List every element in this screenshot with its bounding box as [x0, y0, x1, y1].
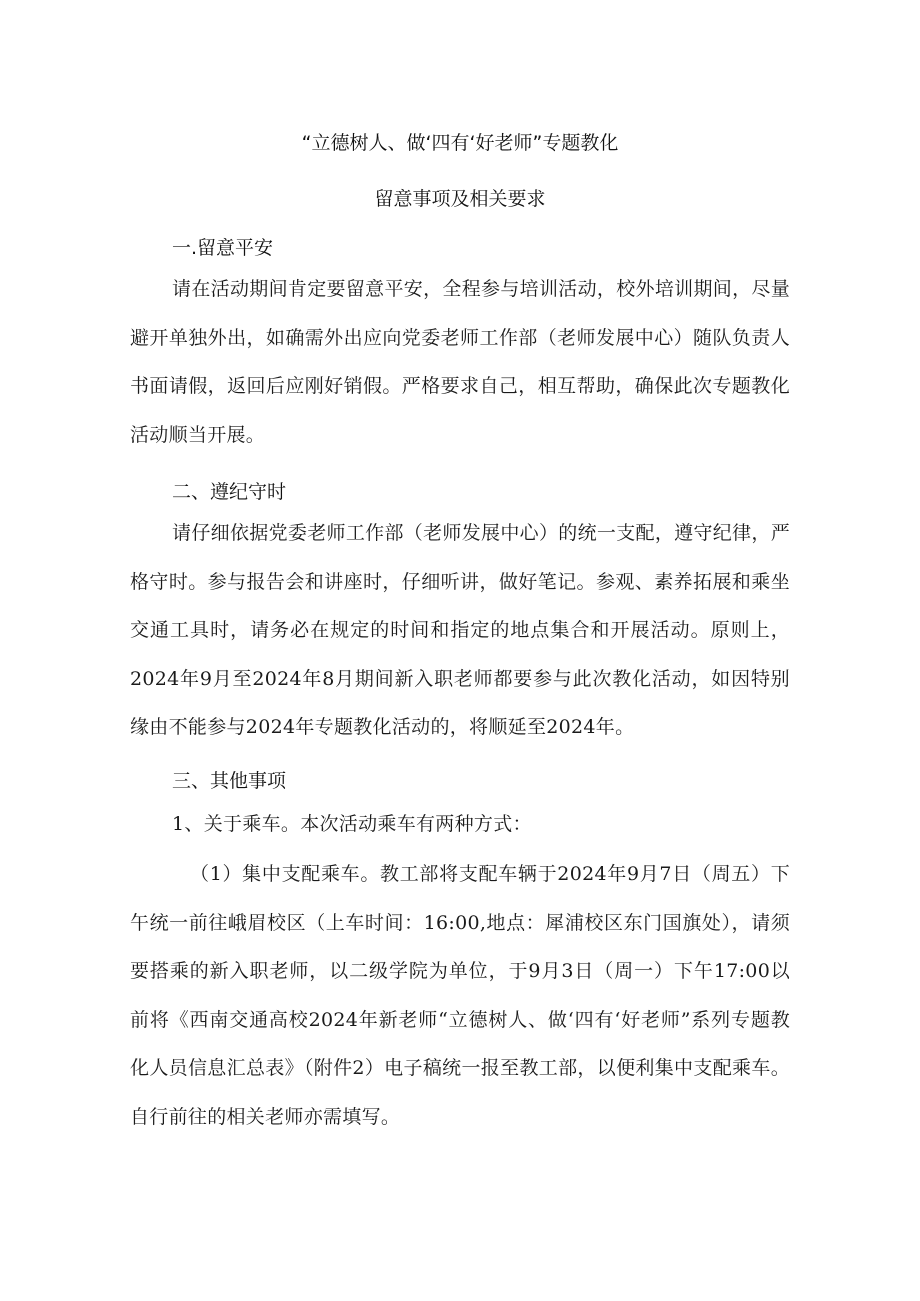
- paragraph-safety: 请在活动期间肯定要留意平安，全程参与培训活动，校外培训期间，尽量避开单独外出，如确需外出应向党委老师工作部（老师发展中心）随队负责人书面请假，返回后应刚好销假。严格要求自己，相互帮助，确保此次专题教化活动顺当开展。: [130, 278, 790, 446]
- document-title-line2: 留意事项及相关要求: [374, 188, 546, 210]
- paragraph-transport-intro: 1、关于乘车。本次活动乘车有两种方式：: [172, 813, 532, 835]
- document-title-line1: “立德树人、做‘四有‘好老师”专题教化: [301, 132, 619, 154]
- section-heading-safety: 一.留意平安: [172, 237, 274, 259]
- paragraph-discipline: 请仔细依据党委老师工作部（老师发展中心）的统一支配，遵守纪律，严格守时。参与报告会和讲座时，仔细听讲，做好笔记。参观、素养拓展和乘坐交通工具时，请务必在规定的时间和指定的地点集合和开展活动。原则上，2024年9月至2024年8月期间新入职老师都要参与此次教化活动，如因特别缘由不能参与2024年专题教化活动的，将顺延至2024年。: [130, 522, 790, 738]
- section-heading-other: 三、其他事项: [172, 770, 287, 792]
- paragraph-bus-arrangement: （1）集中支配乘车。教工部将支配车辆于2024年9月7日（周五）下午统一前往峨眉校区（上车时间：16:00,地点：犀浦校区东门国旗处），请须要搭乘的新入职老师，以二级学院为单位，于9月3日（周一）下午17:00以前将《西南交通高校2024年新老师“立德树人、做‘四有‘好老师”系列专题教化人员信息汇总表》（附件2）电子稿统一报至教工部，以便利集中支配乘车。自行前往的相关老师亦需填写。: [130, 863, 790, 1128]
- section-heading-discipline: 二、遵纪守时: [172, 481, 287, 503]
